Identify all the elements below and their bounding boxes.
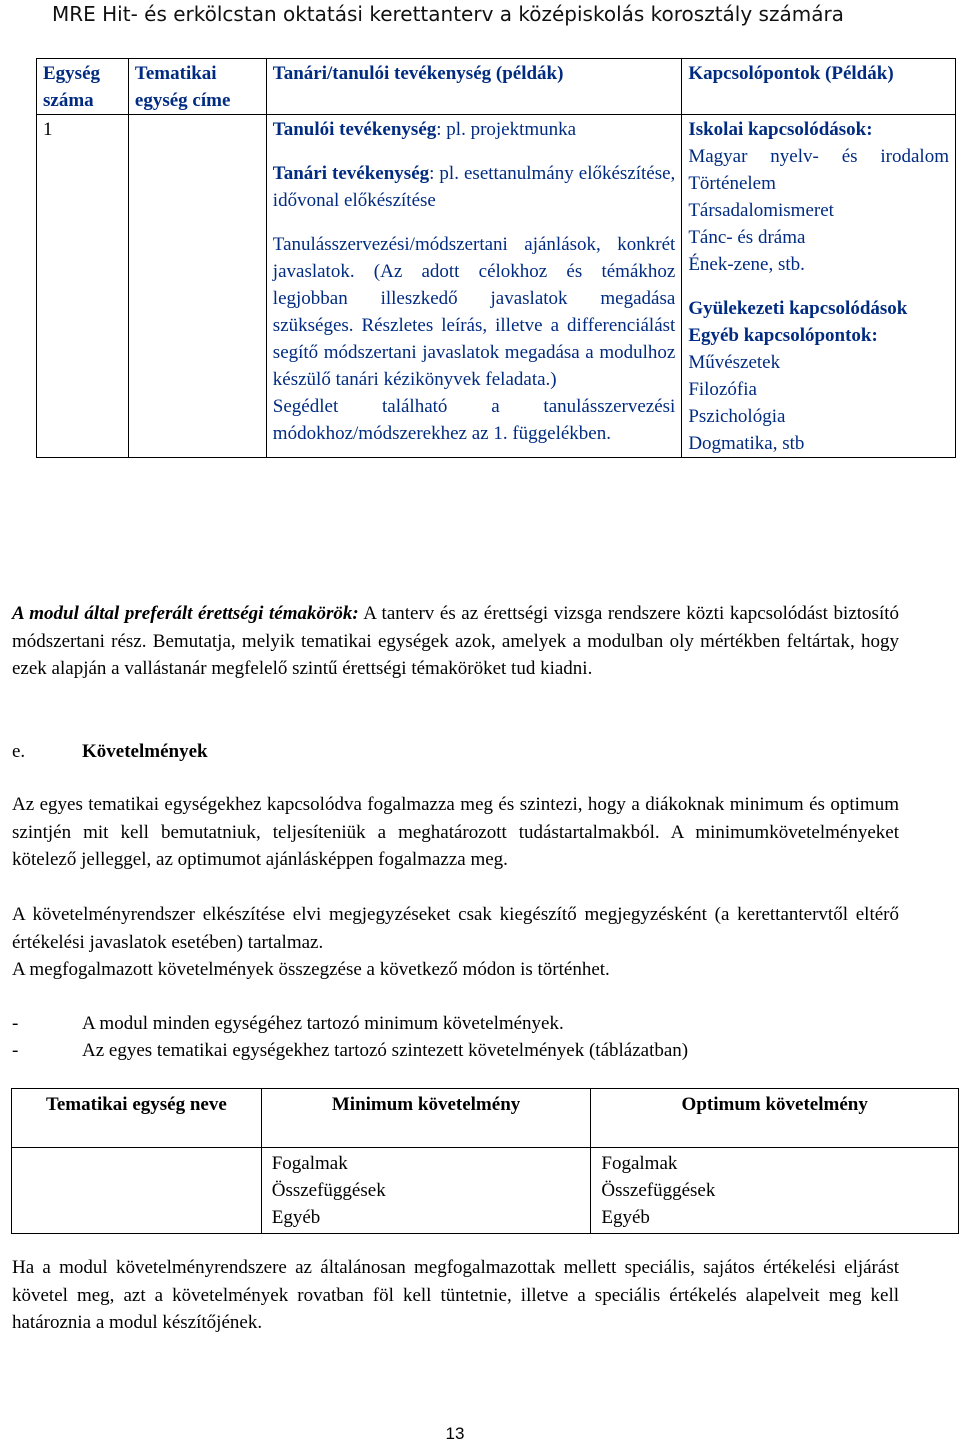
links-cell [682,115,956,458]
requirements-paragraph: Az egyes tematikai egységekhez kapcsolódva fogalmazza meg és szintezi, hogy a diákoknak minimum és optimum szintjén mit kell bemutatniuk, teljesíteniük a meghatározott tudástartalmakból. A minimumkövetelményeket kötelező jelleggel, az optimumot ajánlásképpen fogalmazza meg. [12,794,899,870]
church-links-title: Gyülekezeti kapcsolódások [688,298,908,319]
col-unit-title-header: Tematikai egység címe [128,59,266,115]
section-letter: e. [12,741,26,762]
module-table [36,58,956,458]
col-links-header: Kapcsolópontok (Példák) [682,59,956,115]
requirements-table [11,1088,959,1234]
list-item: Művészetek [688,352,781,373]
list-item: Dogmatika, stb [688,433,805,454]
table-row [37,115,956,458]
list-item: Egyéb [271,1207,321,1228]
requirements-table-header-row [12,1089,959,1148]
list-item: Tánc- és dráma [688,227,806,248]
exam-topics-lead: A modul által preferált érettségi témakörök: [12,603,359,624]
list-item: Összefüggések [271,1180,386,1201]
unit-name-cell [12,1148,262,1234]
summary-paragraph: A megfogalmazott követelmények összegzése a következő módon is történhet. [12,959,610,980]
list-item: Filozófia [688,379,757,400]
requirements-system-paragraph: A követelményrendszer elkészítése elvi megjegyzéseket csak kiegészítő megjegyzésként (a kerettantervtől eltérő értékelési javaslatok esetében) tartalmaz. [12,904,899,953]
col-activity-header: Tanári/tanulói tevékenység (példák) [266,59,682,115]
student-activity-text: : pl. projektmunka [436,119,577,140]
student-activity [273,116,676,143]
section-title: Követelmények [82,741,208,762]
list-item: Történelem [688,173,776,194]
list-item: Pszichológia [688,406,786,427]
appendix-note: Segédlet található a tanulásszervezési módokhoz/módszerekhez az 1. függelékben. [272,396,676,444]
page-number: 13 [445,1424,465,1443]
exam-topics-text: A tanterv és az érettségi vizsga rendszere közti kapcsolódást biztosító módszertani rész. Bemutatja, melyik tematikai egységek azok, amelyek a modulban oly mértékben feltártak, hogy ezek alapján a vallástanár megfelelő szintű érettségi témaköröket tud kiadni. [12,603,899,679]
list-item: - Az egyes tematikai egységekhez tartozó szintezett követelmények (táblázatban) [12,1040,689,1061]
optimum-cell [591,1148,959,1234]
col-unit-name-header: Tematikai egység neve [12,1089,262,1148]
list-item: Fogalmak [601,1153,678,1174]
school-links-title: Iskolai kapcsolódások: [688,119,873,140]
col-unit-number-header: Egység száma [37,59,129,115]
activity-cell [266,115,682,458]
list-item: Magyar nyelv- és irodalom [688,146,949,167]
final-paragraph: Ha a modul követelményrendszere az általánosan megfogalmazottak mellett speciális, sajátos értékelési eljárást követel meg, azt a követelmények rovatban föl kell tüntetnie, illetve a speciális értékelés alapelveit meg kell határoznia a modul készítőjének. [12,1257,899,1333]
other-links-title: Egyéb kapcsolópontok: [688,325,878,346]
teacher-activity-label: Tanári tevékenység [272,163,430,184]
document-header: MRE Hit- és erkölcstan oktatási kerettanterv a középiskolás korosztály számára [52,2,844,26]
unit-number-cell: 1 [37,115,129,458]
method-recommendations: Tanulásszervezési/módszertani ajánlások, konkrét javaslatok. (Az adott célokhoz és témákhoz legjobban illeszkedő javaslatok megadása szükséges. Részletes leírás, illetve a differenciálást segítő módszertani javaslatok megadása a modulhoz készülő tanári kézikönyvek feladata.) [272,234,676,390]
unit-title-cell [128,115,266,458]
section-heading [12,738,208,765]
list-item: Társadalomismeret [688,200,834,221]
minimum-cell [261,1148,591,1234]
list-item: Ének-zene, stb. [688,254,805,275]
list-item: - A modul minden egységéhez tartozó minimum követelmények. [12,1013,564,1034]
teacher-activity-text: : pl. esettanulmány előkészítése, idővonal előkészítése [272,163,676,211]
module-table-header-row [37,59,956,115]
teacher-activity [273,160,676,214]
exam-topics-paragraph [12,600,899,683]
col-minimum-header: Minimum követelmény [261,1089,591,1148]
student-activity-label: Tanulói tevékenység [272,119,437,140]
col-optimum-header: Optimum követelmény [591,1089,959,1148]
list-item: Fogalmak [271,1153,348,1174]
list-item: Egyéb [601,1207,650,1228]
list-item: Összefüggések [601,1180,716,1201]
table-row [12,1148,959,1234]
